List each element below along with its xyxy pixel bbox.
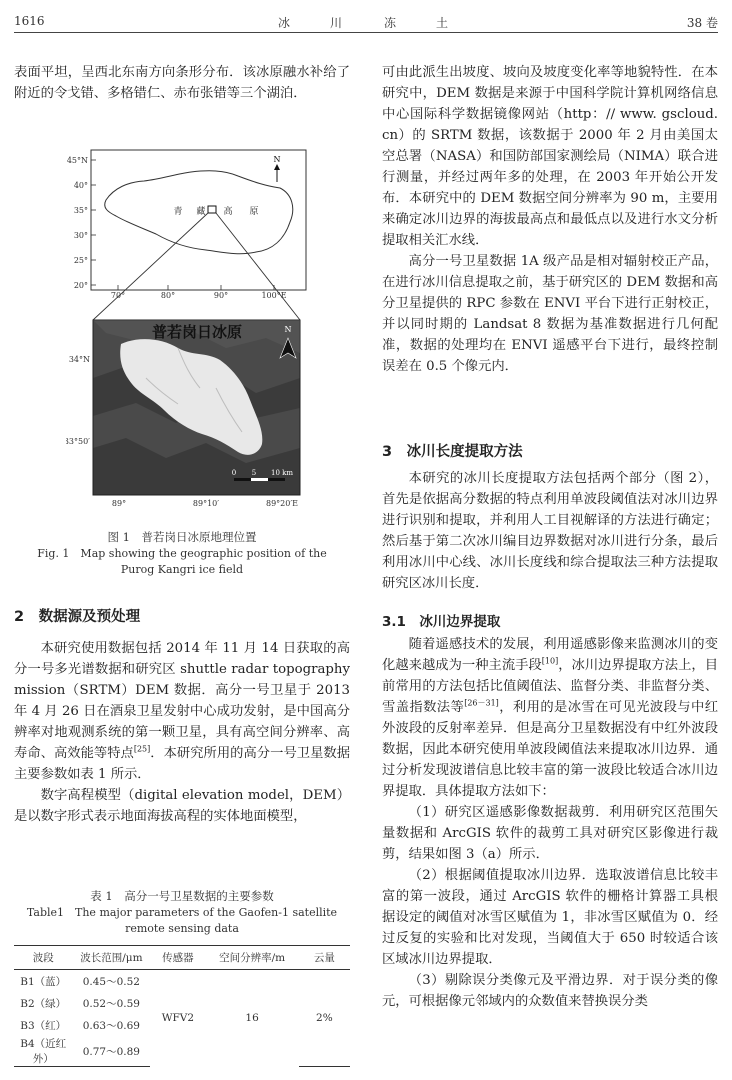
- step-3-paragraph: （3）剔除误分类像元及平滑边界．对于误分类的像元，可根据像元邻域内的众数值来替换误分类: [382, 973, 718, 1009]
- band-cell: B3（红）: [20, 1019, 67, 1032]
- table-header-cell: 波段: [14, 946, 72, 970]
- citation: [26－31]: [464, 698, 499, 708]
- journal-char-2: 川: [330, 16, 343, 30]
- section-2-title: 2 数据源及预处理: [14, 609, 141, 625]
- table-1-caption-cn: 表 1 高分一号卫星数据的主要参数: [90, 889, 274, 903]
- left-intro: [14, 62, 350, 104]
- range-cell: 0.52～0.59: [82, 997, 140, 1010]
- sensor-cell: WFV2: [161, 1012, 195, 1025]
- volume-label: 38 卷: [686, 16, 718, 30]
- cloud-cell: 2%: [299, 970, 350, 1067]
- section-3-title: 3 冰川长度提取方法: [382, 444, 523, 460]
- section-3-1-paragraph-1: [382, 634, 718, 802]
- band-cell: B2（绿）: [20, 997, 67, 1010]
- main-lon-label: 89°20′E: [265, 499, 299, 508]
- section-3-1-text: ，冰川边界提取方法上，目前常用的方法包括比值阈值法、监督分类、非监督分类、雪盖指数法等: [382, 658, 719, 715]
- inset-lon-label: 70°: [110, 291, 126, 300]
- main-north-label: N: [284, 325, 292, 334]
- citation: [25]: [133, 744, 151, 754]
- table-header-row: [14, 946, 350, 970]
- band-cell: B4（近红外）: [14, 1036, 72, 1067]
- figure-1-caption-en-line2: Purog Kangri ice field: [120, 563, 244, 576]
- right-paragraph-2: 高分一号卫星数据 1A 级产品是相对辐射校正产品，在进行冰川信息提取之前，基于研究区的 DEM 数据和高分卫星提供的 RPC 参数在 ENVI 平台下进行正射校正，并以同时期的 Landsat 8 数据为基准数据进行几何配准，数据的处理均在 ENVI 遥感平台下进行，最终控制误差在 0.5 个像元内．: [382, 254, 718, 374]
- table-header-cell: 波长范围/μm: [72, 946, 150, 970]
- table-header-cell: 云量: [299, 946, 350, 970]
- plateau-char: 高: [223, 207, 233, 217]
- table-1-caption-en-line2: remote sensing data: [125, 922, 239, 935]
- inset-lon-label: 100°E: [261, 291, 287, 300]
- journal-char-4: 土: [436, 16, 449, 30]
- figure-1-caption-en: [14, 546, 350, 578]
- section-3-1-body: [382, 634, 718, 1012]
- inset-lat-label: 30°: [73, 231, 88, 240]
- main-lat-label: 33°50′: [66, 437, 90, 446]
- section-2-paragraph-1: [14, 638, 350, 785]
- intro-paragraph: 表面平坦，呈西北东南方向条形分布．该冰原融水补给了附近的令戈错、多格错仁、赤布张错等三个湖泊．: [14, 65, 350, 101]
- section-3-body: [382, 468, 718, 594]
- plateau-char: 原: [249, 207, 259, 217]
- band-cell: B1（蓝）: [20, 975, 67, 988]
- section-2-paragraph-2: 数字高程模型（digital elevation model，DEM）是以数字形式表示地面海拔高程的实体地面模型，: [14, 788, 350, 824]
- main-map-title: 普若岗日冰原: [151, 323, 243, 341]
- main-lon-label: 89°10′: [192, 499, 220, 508]
- inset-lat-label: 45°N: [66, 156, 88, 165]
- scale-label: 10 km: [270, 469, 294, 477]
- section-3-1-title: 3.1 冰川边界提取: [382, 614, 501, 630]
- main-lon-label: 89°: [111, 499, 127, 508]
- right-paragraph-1: 可由此派生出坡度、坡向及坡度变化率等地貌特性．在本研究中，DEM 数据是来源于中国科学院计算机网络信息中心国际科学数据镜像网站（http：// www. gscloud. cn）的 SRTM 数据，该数据于 2000 年 2 月由美国太空总署（NASA）和国防部国家测绘局（NIMA）联合进行测量，并经过两年多的处理，在 2003 年开始公开发布．本研究中的 DEM 数据空间分辨率为 90 m，主要用来确定冰川边界的海拔最高点和最低点以及进行水文分析提取相关汇水线．: [382, 65, 718, 248]
- table-header-cell: 空间分辨率/m: [205, 946, 298, 970]
- step-2-paragraph: （2）根据阈值提取冰川边界．选取波谱信息比较丰富的第一波段，通过 ArcGIS 软件的栅格计算器工具根据设定的阈值对冰雪区赋值为 1，非冰雪区赋值为 0．经过反复的实验和比对发现，当阈值大于 650 时较适合该区域冰川边界提取．: [382, 868, 718, 967]
- inset-lat-label: 25°: [73, 256, 88, 265]
- right-column: [382, 62, 718, 377]
- plateau-char: 青: [173, 207, 183, 217]
- section-2-text: ．本研究所用的高分一号卫星数据主要参数如表 1 所示．: [14, 746, 351, 782]
- inset-lat-label: 20°: [73, 281, 88, 290]
- section-2-text: 本研究使用数据包括 2014 年 11 月 14 日获取的高分一号多光谱数据和研究区 shuttle radar topography mission（SRTM）DEM 数据．高分一号卫星于 2013 年 4 月 26 日在酒泉卫星发射中心成功发射，是中国高分辨率对地观测系统的第一颗卫星，具有高空间分辨率、高寿命、高效能等特点: [14, 641, 350, 761]
- plateau-char: 藏: [196, 207, 206, 217]
- main-lat-label: 34°N: [68, 355, 90, 364]
- table-1-caption-en-line1: Table1 The major parameters of the Gaofen-1 satellite: [26, 906, 338, 919]
- section-2-body: [14, 638, 350, 827]
- scale-label: 0: [231, 469, 237, 477]
- inset-lon-label: 80°: [160, 291, 176, 300]
- figure-1: [66, 148, 311, 510]
- table-row: [14, 970, 350, 993]
- step-1-paragraph: （1）研究区遥感影像数据裁剪．利用研究区范围矢量数据和 ArcGIS 软件的裁剪工具对研究区影像进行裁剪，结果如图 3（a）所示．: [382, 805, 718, 862]
- inset-lat-label: 40°: [73, 181, 88, 190]
- section-3-paragraph: 本研究的冰川长度提取方法包括两个部分（图 2），首先是依据高分数据的特点利用单波段阈值法对冰川边界进行识别和提取，并利用人工目视解译的方法进行确定；然后基于第二次冰川编目边界数据对冰川进行分条，最后利用冰川中心线、冰川长度线和综合提取法三种方法提取研究区冰川长度．: [382, 471, 718, 591]
- resolution-cell: 16: [245, 1012, 259, 1025]
- journal-char-1: 冰: [278, 16, 291, 30]
- scale-label: 5: [251, 469, 257, 477]
- range-cell: 0.77～0.89: [72, 1036, 150, 1067]
- journal-char-3: 冻: [384, 16, 397, 30]
- figure-1-caption-cn: 图 1 普若岗日冰原地理位置: [107, 530, 257, 544]
- range-cell: 0.63～0.69: [82, 1019, 140, 1032]
- table-header-cell: 传感器: [150, 946, 205, 970]
- figure-1-map: [66, 148, 311, 510]
- section-3-1-text: 随着遥感技术的发展，利用遥感影像来监测冰川的变化越来越成为一种主流手段: [382, 637, 718, 673]
- inset-lat-label: 35°: [73, 206, 88, 215]
- citation: [10]: [541, 656, 559, 666]
- figure-1-caption-en-line1: Fig. 1 Map showing the geographic position of the: [37, 547, 327, 560]
- section-3-1-text: ，利用的是冰雪在可见光波段与中红外波段的反射率差异．但是高分卫星数据没有中红外波段数据，因此本研究使用单波段阈值法来提取冰川边界．通过分析发现波谱信息比较丰富的第一波段比较适合冰川边界提取．具体提取方法如下：: [382, 700, 719, 799]
- table-1-caption-en: [14, 905, 350, 937]
- inset-north-label: N: [273, 155, 281, 164]
- inset-lon-label: 90°: [213, 291, 229, 300]
- parameters-table: [14, 945, 350, 1067]
- range-cell: 0.45～0.52: [82, 975, 140, 988]
- header-rule: [14, 32, 718, 33]
- page-number: 1616: [14, 14, 45, 28]
